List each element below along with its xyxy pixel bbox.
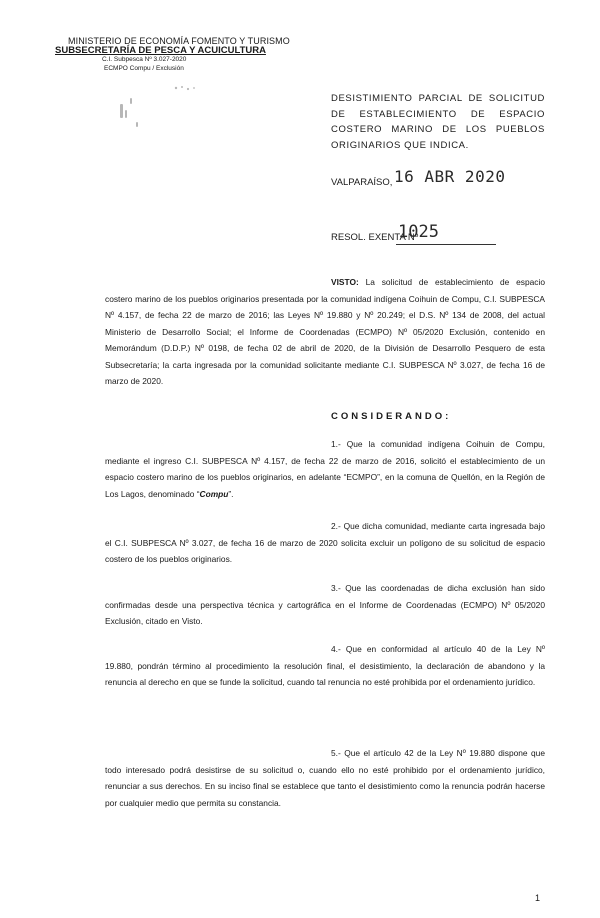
reference-line-2: ECMPO Compu / Exclusión <box>104 65 184 72</box>
ministry-name: MINISTERIO DE ECONOMÍA FOMENTO Y TURISMO <box>68 36 290 46</box>
page-number: 1 <box>535 893 541 903</box>
considerando-3-number: 3.- <box>331 583 341 593</box>
considerando-3 <box>105 580 545 630</box>
considerando-1-text-end: ”. <box>228 488 234 499</box>
considerando-4-number: 4.- <box>331 644 341 654</box>
considerando-2-number: 2.- <box>331 521 341 531</box>
visto-paragraph <box>105 274 545 390</box>
considerando-5-text: Que el artículo 42 de la Ley Nº 19.880 dispone que todo interesado podrá desistirse de su solicitud o, cuando ello no esté prohibido por el ordenamiento jurídico, renunciar a sus derechos. En su inciso final se establece que tanto el desistimiento como la renuncia podrán hacerse por cualquier medio que permita su constancia. <box>105 748 545 808</box>
date-stamp: 16 ABR 2020 <box>394 167 506 186</box>
reference-line-1: C.I. Subpesca Nº 3.027-2020 <box>102 56 187 63</box>
considerando-3-text: Que las coordenadas de dicha exclusión han sido confirmadas desde una perspectiva técnica y cartográfica en el Informe de Coordenadas (ECMPO) Nº 05/2020 Exclusión, citado en Visto. <box>105 583 546 626</box>
considerando-5 <box>105 745 545 811</box>
considerando-heading: CONSIDERANDO: <box>331 411 452 422</box>
considerando-5-number: 5.- <box>331 748 341 758</box>
resolution-label: RESOL. EXENTA Nº <box>331 232 419 243</box>
subsecretaria-name: SUBSECRETARÍA DE PESCA Y ACUICULTURA <box>55 45 266 56</box>
faded-stamp-mark <box>116 82 204 132</box>
resolution-underline <box>396 244 496 245</box>
visto-text: La solicitud de establecimiento de espacio costero marino de los pueblos originarios presentada por la comunidad indígena Coihuin de Compu, C.I. SUBPESCA Nº 4.157, de fecha 22 de marzo de 2016; las Leyes Nº 19.880 y Nº 20.249; el D.S. Nº 134 de 2008, del actual Ministerio de Desarrollo Social; el Informe de Coordenadas (ECMPO) Nº 05/2020 Exclusión, contenido en Memorándum (D.D.P.) Nº 0198, de fecha 02 de abril de 2020, de la División de Desarrollo Pesquero de esta Subsecretaría; la carta ingresada por la comunidad solicitante mediante C.I. SUBPESCA Nº 3.027, de fecha 16 de marzo de 2020. <box>105 277 545 386</box>
considerando-1-number: 1.- <box>331 439 341 449</box>
considerando-4 <box>105 641 545 691</box>
visto-label: VISTO: <box>331 277 359 287</box>
considerando-4-text: Que en conformidad al artículo 40 de la Ley Nº 19.880, pondrán término al procedimiento la resolución final, el desistimiento, la declaración de abandono y la renuncia al derecho en que se funde la solicitud, cuando tal renuncia no esté prohibida por el ordenamiento jurídico. <box>105 644 545 687</box>
considerando-1-emphasis: Compu <box>199 488 229 499</box>
place-label: VALPARAÍSO, <box>331 177 393 188</box>
document-subject: DESISTIMIENTO PARCIAL DE SOLICITUD DE ESTABLECIMIENTO DE ESPACIO COSTERO MARINO DE LOS PUEBLOS ORIGINARIOS QUE INDICA. <box>331 93 545 151</box>
considerando-1 <box>105 436 545 502</box>
considerando-1-text: Que la comunidad indígena Coihuin de Compu, mediante el ingreso C.I. SUBPESCA Nº 4.157, de fecha 22 de marzo de 2016, solicitó el establecimiento de un espacio costero marino de los pueblos originarios, en adelante “ECMPO”, en la comuna de Quellón, en la Región de Los Lagos, denominado “ <box>105 439 545 499</box>
considerando-2 <box>105 518 545 568</box>
resolution-number: 1025 <box>398 222 439 242</box>
considerando-2-text: Que dicha comunidad, mediante carta ingresada bajo el C.I. SUBPESCA Nº 3.027, de fecha 16 de marzo de 2020 solicita excluir un polígono de su solicitud de espacio costero de los pueblos originarios. <box>105 521 546 564</box>
